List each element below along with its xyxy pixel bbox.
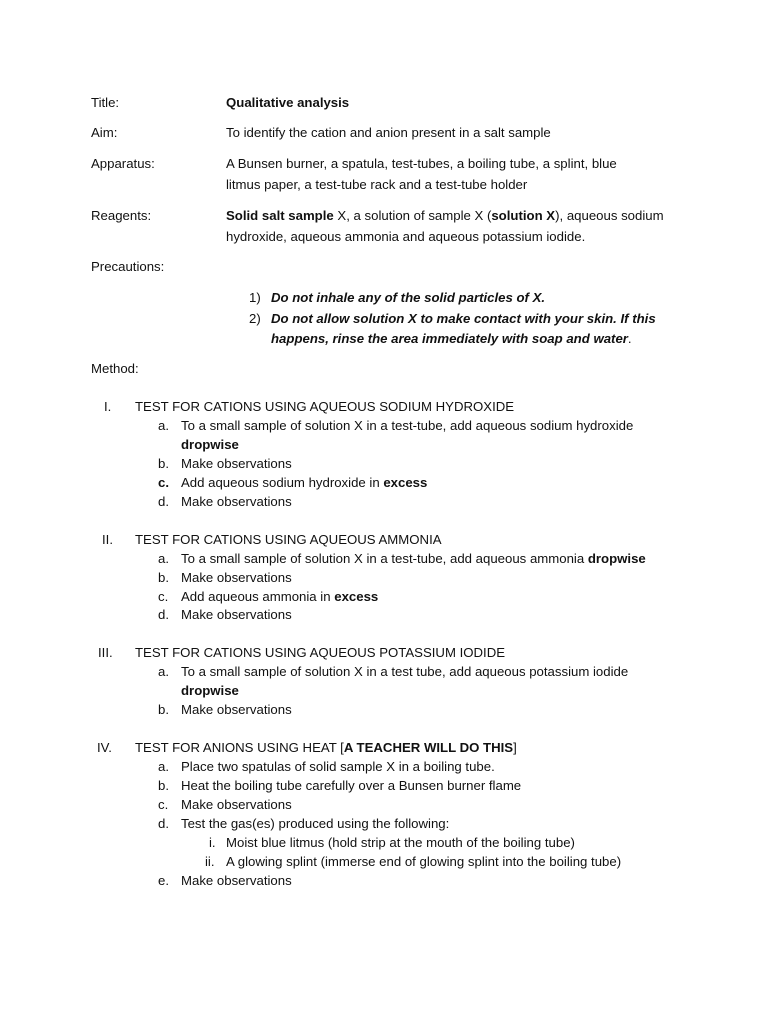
section-1-item-c-plain: Add aqueous sodium hydroxide in (181, 475, 384, 490)
section-2-item-a-bold: dropwise (587, 551, 646, 566)
title-value: Qualitative analysis (226, 95, 350, 110)
section-2-item-b-text: Make observations (181, 570, 292, 585)
section-1-item-c-letter: c. (158, 475, 169, 490)
precaution-2-line-2 (271, 329, 632, 348)
section-3-item-b-text: Make observations (181, 702, 292, 717)
section-1-item-a-text: To a small sample of solution X in a test-tube, add aqueous sodium hydroxide (181, 418, 634, 433)
aim-label: Aim: (91, 125, 118, 140)
precaution-2-line-1: Do not allow solution X to make contact with your skin. If this (271, 311, 656, 326)
precautions-label: Precautions: (91, 259, 165, 274)
section-2-item-a-letter: a. (158, 551, 169, 566)
section-1-item-c-text (181, 473, 427, 492)
reagents-text-1: X, a solution of sample X ( (333, 208, 492, 223)
reagents-line-1 (226, 206, 664, 225)
apparatus-line-1: A Bunsen burner, a spatula, test-tubes, a boiling tube, a splint, blue (226, 156, 617, 171)
section-4-item-b-letter: b. (158, 778, 169, 793)
section-1-item-a-letter: a. (158, 418, 169, 433)
section-2-item-c-bold: excess (334, 589, 379, 604)
section-4-heading-end: ] (513, 740, 517, 755)
reagents-line-2: hydroxide, aqueous ammonia and aqueous potassium iodide. (226, 229, 586, 244)
section-2-item-c-text (181, 587, 378, 606)
section-4-subitem-ii-text: A glowing splint (immerse end of glowing splint into the boiling tube) (226, 854, 622, 869)
section-4-subitem-i-numeral: i. (209, 835, 216, 850)
section-4-item-c-text: Make observations (181, 797, 292, 812)
section-2-item-d-text: Make observations (181, 607, 292, 622)
section-1-item-d-text: Make observations (181, 494, 292, 509)
section-4-subitem-ii-numeral: ii. (205, 854, 215, 869)
section-3-number: III. (98, 645, 113, 660)
section-1-heading: TEST FOR CATIONS USING AQUEOUS SODIUM HYDROXIDE (135, 399, 515, 414)
section-1-item-b-text: Make observations (181, 456, 292, 471)
section-2-item-c-letter: c. (158, 589, 169, 604)
aim-value: To identify the cation and anion present in a salt sample (226, 125, 551, 140)
apparatus-line-2: litmus paper, a test-tube rack and a test-tube holder (226, 177, 528, 192)
reagents-label: Reagents: (91, 208, 152, 223)
section-4-item-e-letter: e. (158, 873, 169, 888)
reagents-bold-2: solution X (491, 208, 556, 223)
section-1-item-a-bold: dropwise (181, 437, 239, 452)
section-4-heading-bold: A TEACHER WILL DO THIS (343, 740, 514, 755)
section-2-item-c-plain: Add aqueous ammonia in (181, 589, 335, 604)
section-3-item-b-letter: b. (158, 702, 169, 717)
section-2-item-a-plain: To a small sample of solution X in a test-tube, add aqueous ammonia (181, 551, 588, 566)
section-4-item-c-letter: c. (158, 797, 169, 812)
section-3-item-a-letter: a. (158, 664, 169, 679)
precaution-2-number: 2) (249, 311, 261, 326)
precaution-2-period: . (627, 331, 632, 346)
section-2-item-a-text (181, 549, 646, 568)
reagents-text-2: ), aqueous sodium (555, 208, 664, 223)
section-4-heading-plain: TEST FOR ANIONS USING HEAT [ (135, 740, 344, 755)
section-1-item-c-bold: excess (383, 475, 428, 490)
section-2-item-b-letter: b. (158, 570, 169, 585)
title-label: Title: (91, 95, 120, 110)
reagents-bold-1: Solid salt sample (226, 208, 334, 223)
section-1-item-b-letter: b. (158, 456, 169, 471)
section-2-number: II. (102, 532, 113, 547)
precaution-2-line-2-text: happens, rinse the area immediately with soap and water (271, 331, 628, 346)
method-label: Method: (91, 361, 139, 376)
section-4-item-a-letter: a. (158, 759, 169, 774)
precaution-1-number: 1) (249, 290, 261, 305)
section-4-subitem-i-text: Moist blue litmus (hold strip at the mouth of the boiling tube) (226, 835, 575, 850)
section-3-heading: TEST FOR CATIONS USING AQUEOUS POTASSIUM IODIDE (135, 645, 506, 660)
section-3-item-a-text: To a small sample of solution X in a test tube, add aqueous potassium iodide (181, 664, 629, 679)
section-2-item-d-letter: d. (158, 607, 169, 622)
section-4-item-e-text: Make observations (181, 873, 292, 888)
apparatus-label: Apparatus: (91, 156, 155, 171)
section-4-heading (135, 738, 517, 757)
section-1-number: I. (104, 399, 112, 414)
section-2-heading: TEST FOR CATIONS USING AQUEOUS AMMONIA (135, 532, 442, 547)
section-4-item-b-text: Heat the boiling tube carefully over a Bunsen burner flame (181, 778, 522, 793)
section-4-item-d-letter: d. (158, 816, 169, 831)
section-1-item-d-letter: d. (158, 494, 169, 509)
section-4-number: IV. (97, 740, 112, 755)
section-3-item-a-bold: dropwise (181, 683, 239, 698)
section-4-item-d-text: Test the gas(es) produced using the following: (181, 816, 450, 831)
precaution-1-text: Do not inhale any of the solid particles of X. (271, 290, 546, 305)
section-4-item-a-text: Place two spatulas of solid sample X in a boiling tube. (181, 759, 495, 774)
